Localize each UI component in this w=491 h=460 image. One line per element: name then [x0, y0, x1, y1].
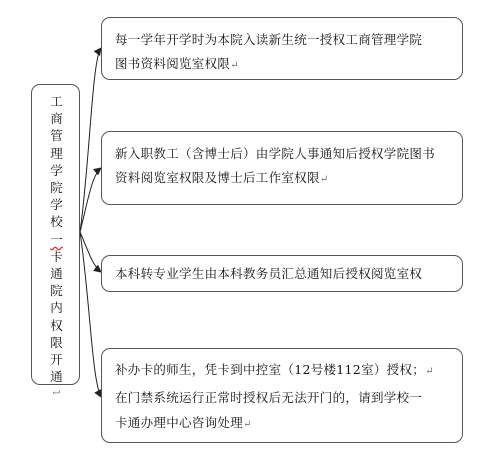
item-3-line-1: 本科转专业学生由本科教务员汇总通知后授权阅览室权 — [115, 266, 423, 281]
label-char: 卡 — [50, 248, 63, 264]
item-1-line-2: 图书资料阅览室权限↵ — [115, 56, 239, 71]
left-label-text — [32, 93, 81, 403]
label-char: 工 — [50, 94, 63, 109]
item-box-3 — [101, 255, 463, 292]
return-mark-icon: ↩ — [52, 388, 61, 400]
label-char: 通 — [50, 369, 63, 385]
arrow-to-item-2 — [80, 168, 101, 232]
label-char: 学 — [50, 162, 63, 178]
label-char: 理 — [50, 145, 63, 161]
item-1-line-1: 每一学年开学时为本院入读新生统一授权工商管理学院 — [115, 32, 423, 47]
label-char: 通 — [50, 266, 63, 282]
label-char: 权 — [50, 317, 63, 333]
label-char: 限 — [50, 334, 63, 350]
label-char: 商 — [50, 111, 63, 127]
label-char: 一 — [50, 231, 63, 247]
label-char: 院 — [50, 180, 63, 196]
item-box-2 — [101, 131, 463, 205]
label-char: 学 — [50, 197, 63, 213]
label-char: 校 — [50, 214, 63, 230]
arrow-to-item-1 — [80, 48, 101, 232]
paragraph-mark-icon: ↵ — [243, 419, 252, 430]
paragraph-mark-icon: ↵ — [425, 366, 434, 377]
paragraph-mark-icon: ↵ — [319, 174, 329, 185]
label-char: 管 — [50, 128, 63, 144]
label-char: 院 — [50, 283, 63, 299]
item-box-4 — [101, 348, 463, 443]
paragraph-mark-icon: ↵ — [230, 60, 239, 71]
item-4-line-2: 在门禁系统运行正常时授权后无法开门的，请到学校一 — [115, 389, 423, 405]
left-label-box — [31, 84, 80, 400]
arrow-to-item-3 — [80, 232, 101, 272]
label-char: 内 — [50, 300, 63, 316]
label-char: 开 — [50, 352, 63, 368]
item-2-line-2: 资料阅览室权限及博士后工作室权限↵ — [115, 170, 329, 185]
item-box-1 — [101, 17, 463, 80]
item-4-line-3: 卡通办理中心咨询处理↵ — [115, 415, 252, 430]
item-4-line-1: 补办卡的师生，凭卡到中控室（12号楼112室）授权；↵ — [115, 362, 434, 377]
item-2-line-1: 新入职教工（含博士后）由学院人事通知后授权学院图书 — [115, 146, 436, 161]
